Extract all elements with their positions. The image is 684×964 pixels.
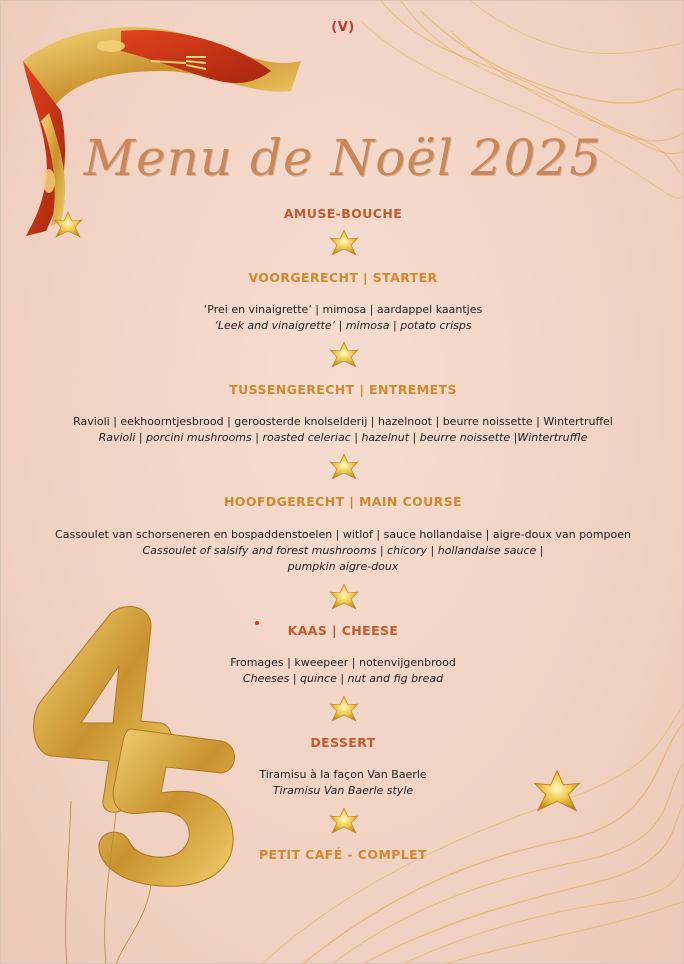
dessert-line-en: Tiramisu Van Baerle style <box>272 784 414 797</box>
dessert-line-nl: Tiramisu à la façon Van Baerle <box>259 768 427 781</box>
starter-line-en: ‘Leek and vinaigrette’ | mimosa | potato crisps <box>214 319 472 332</box>
course-heading-main-course: HOOFDGERECHT | MAIN COURSE <box>223 494 463 509</box>
course-heading-starter: VOORGERECHT | STARTER <box>248 270 438 285</box>
star-icon <box>329 341 359 371</box>
course-heading-amuse-bouche: AMUSE-BOUCHE <box>283 206 403 221</box>
vegetarian-mark: (V) <box>331 20 355 35</box>
starter-line-nl: ‘Prei en vinaigrette’ | mimosa | aardappel kaantjes <box>203 303 483 316</box>
entremets-line-nl: Ravioli | eekhoorntjesbrood | geroosterde knolselderij | hazelnoot | beurre noissette | Wintertruffel <box>73 415 613 428</box>
star-icon <box>329 229 359 259</box>
star-icon <box>329 583 359 613</box>
page-title: Menu de Noël 2025 <box>83 129 603 187</box>
course-heading-petit-cafe: PETIT CAFÉ - COMPLET <box>258 847 427 862</box>
main-course-line-en-2: pumpkin aigre-doux <box>287 560 399 573</box>
main-course-line-en: Cassoulet of salsify and forest mushrooms | chicory | hollandaise sauce | <box>142 544 544 557</box>
cheese-line-nl: Fromages | kweepeer | notenvijgenbrood <box>230 656 456 669</box>
course-heading-dessert: DESSERT <box>310 735 376 750</box>
star-icon <box>329 453 359 483</box>
star-icon <box>53 211 83 241</box>
star-icon <box>329 695 359 725</box>
main-course-line-nl: Cassoulet van schorseneren en bospaddenstoelen | witlof | sauce hollandaise | aigre-doux van pompoen <box>55 528 631 541</box>
cheese-line-en: Cheeses | quince | nut and fig bread <box>242 672 444 685</box>
star-icon <box>329 807 359 837</box>
entremets-line-en: Ravioli | porcini mushrooms | roasted celeriac | hazelnut | beurre noissette |Wintertruffle <box>98 431 588 444</box>
star-icon <box>533 769 581 817</box>
course-heading-entremets: TUSSENGERECHT | ENTREMETS <box>229 382 457 397</box>
course-heading-cheese: KAAS | CHEESE <box>287 623 399 638</box>
